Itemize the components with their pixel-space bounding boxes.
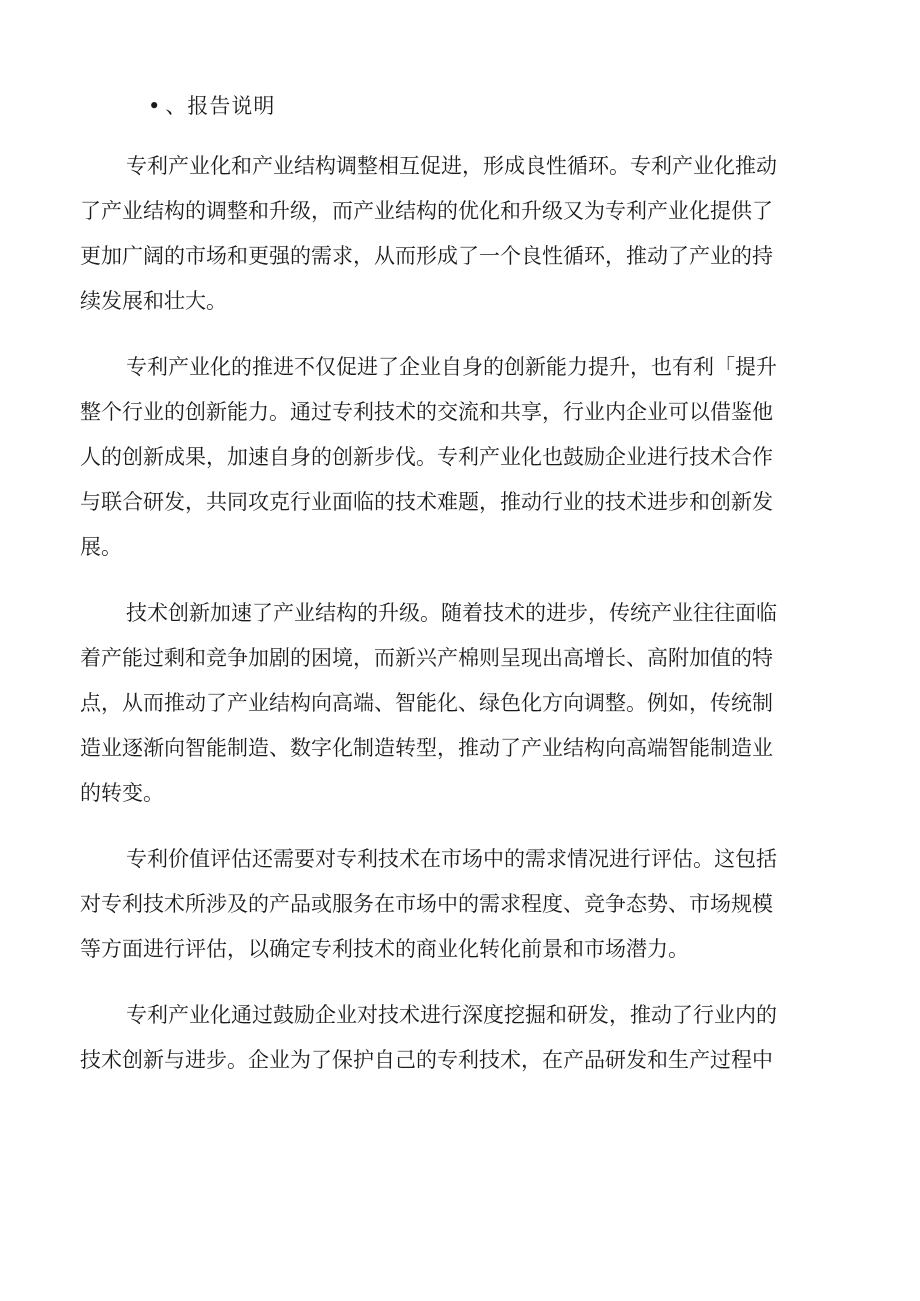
section-heading-text: 、报告说明: [165, 94, 276, 118]
paragraph-line: 整个行业的创新能力。通过专利技术的交流和共享，行业内企业可以借鉴他: [80, 400, 773, 424]
bullet-icon: •: [148, 94, 162, 118]
paragraph-line: 专利产业化的推进不仅促进了企业自身的创新能力提升，也有利「提升: [126, 355, 777, 379]
paragraph-line: 造业逐渐向智能制造、数字化制造转型，推动了产业结构向高端智能制造业: [80, 736, 773, 760]
paragraph-line: 专利价值评估还需要对专利技术在市场中的需求情况进行评估。这包括: [126, 847, 777, 871]
paragraph-line: 与联合研发，共同攻克行业面临的技术难题，推动行业的技术进步和创新发: [80, 490, 773, 514]
paragraph-line: 对专利技术所涉及的产品或服务在市场中的需求程度、竞争态势、市场规模: [80, 892, 773, 916]
paragraph: [80, 591, 840, 816]
paragraph-line: 展。: [80, 535, 122, 559]
paragraph: [80, 345, 840, 570]
section-heading: [148, 88, 275, 124]
paragraph: [80, 837, 840, 972]
paragraph: [80, 993, 840, 1083]
paragraph-line: 的转变。: [80, 781, 164, 805]
paragraph-line: 点，从而推动了产业结构向高端、智能化、绿色化方向调整。例如，传统制: [80, 691, 773, 715]
paragraph-line: 着产能过剩和竞争加剧的困境，而新兴产棉则呈现出高增长、高附加值的特: [80, 646, 773, 670]
paragraph: [80, 144, 840, 324]
paragraph-line: 了产业结构的调整和升级，而产业结构的优化和升级又为专利产业化提供了: [80, 199, 773, 223]
paragraph-line: 专利产业化和产业结构调整相互促进，形成良性循环。专利产业化推动: [126, 154, 777, 178]
document-body: [80, 144, 840, 1104]
paragraph-line: 人的创新成果，加速自身的创新步伐。专利产业化也鼓励企业进行技术合作: [80, 445, 773, 469]
paragraph-line: 技术创新与进步。企业为了保护自己的专利技术，在产品研发和生产过程中: [80, 1048, 773, 1072]
paragraph-line: 技术创新加速了产业结构的升级。随着技术的进步，传统产业往往面临: [126, 601, 777, 625]
paragraph-line: 等方面进行评估，以确定专利技术的商业化转化前景和市场潜力。: [80, 937, 689, 961]
paragraph-line: 续发展和壮大。: [80, 289, 227, 313]
paragraph-line: 更加广阔的市场和更强的需求，从而形成了一个良性循环，推动了产业的持: [80, 244, 773, 268]
paragraph-line: 专利产业化通过鼓励企业对技术进行深度挖掘和研发，推动了行业内的: [126, 1003, 777, 1027]
